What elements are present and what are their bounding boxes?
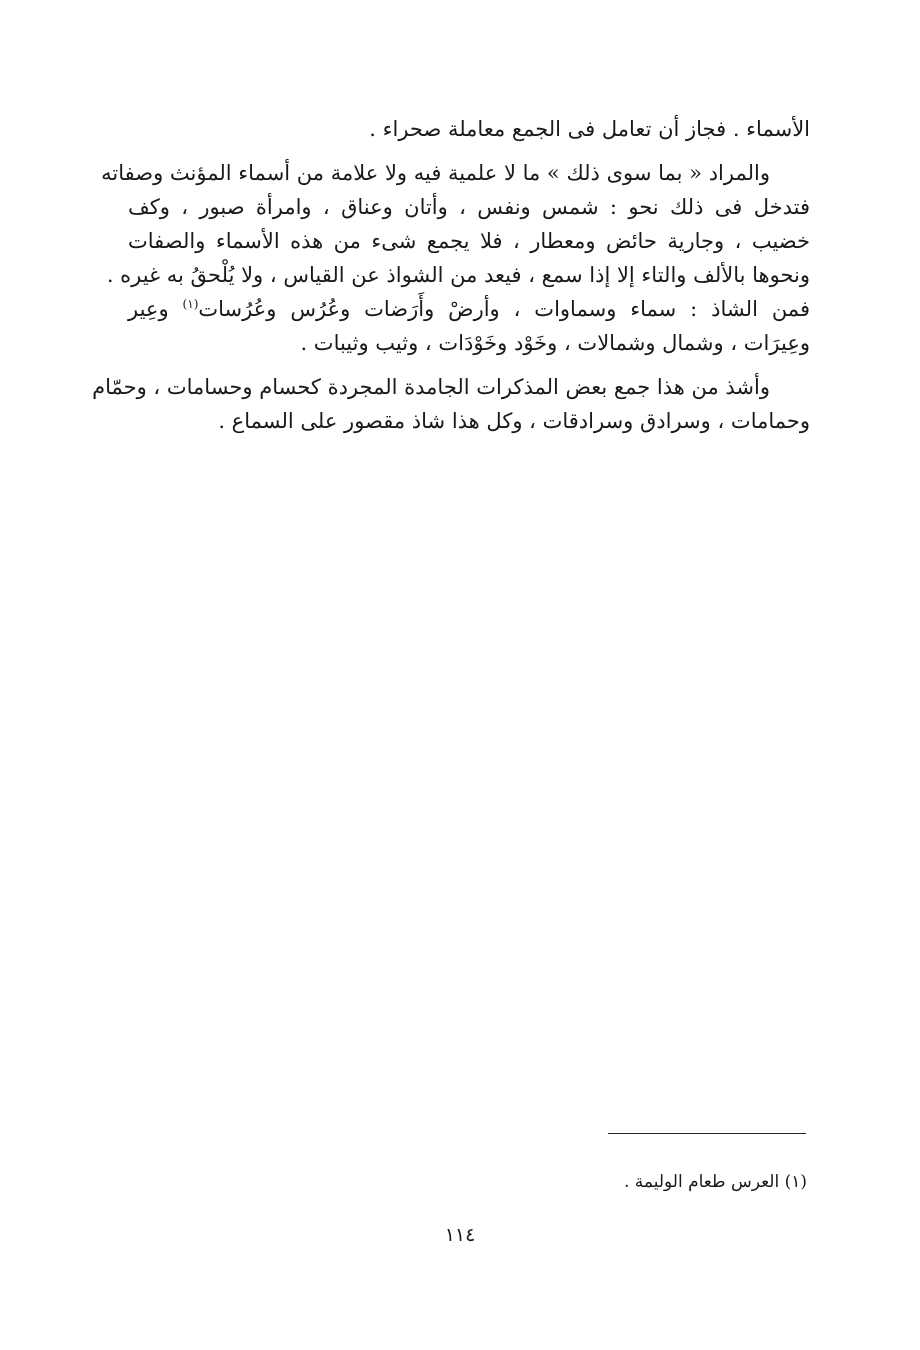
text-line: خضيب ، وجارية حائض ومعطار ، فلا يجمع شىء من هذه الأسماء والصفات [128, 229, 810, 253]
paragraph-1 [128, 112, 810, 146]
footnote-divider [608, 1133, 806, 1134]
main-text [92, 112, 810, 438]
text-line: فتدخل فى ذلك نحو : شمس ونفس ، وأتان وعناق ، وامرأة صبور ، وكف [128, 195, 810, 219]
text-line-with-footnote [128, 292, 810, 326]
footnote-marker: (١) [182, 297, 199, 311]
page-number: ١١٤ [444, 1224, 476, 1246]
text-line: ونحوها بالألف والتاء إلا إذا سمع ، فيعد من الشواذ عن القياس ، ولا يُلْحقُ به غيره . [106, 263, 810, 287]
text-line: الأسماء . فجاز أن تعامل فى الجمع معاملة صحراء . [369, 117, 810, 141]
paragraph-2 [101, 156, 810, 360]
text-segment: وعِير [128, 297, 169, 321]
paragraph-3 [92, 370, 810, 438]
text-segment: فمن الشاذ : سماء وسماوات ، وأرضْ وأَرَضات وعُرُس وعُرُسات [198, 297, 810, 321]
text-line: وأشذ من هذا جمع بعض المذكرات الجامدة المجردة كحسام وحسامات ، وحمّام [92, 375, 770, 399]
text-line: والمراد « بما سوى ذلك » ما لا علمية فيه ولا علامة من أسماء المؤنث وصفاته [101, 161, 770, 185]
footnote: (١) العرس طعام الوليمة . [623, 1172, 807, 1192]
text-line: وعِيرَات ، وشمال وشمالات ، وخَوْد وخَوْدَات ، وثيب وثيبات . [300, 331, 810, 355]
text-line: وحمامات ، وسرادق وسرادقات ، وكل هذا شاذ مقصور على السماع . [218, 409, 810, 433]
